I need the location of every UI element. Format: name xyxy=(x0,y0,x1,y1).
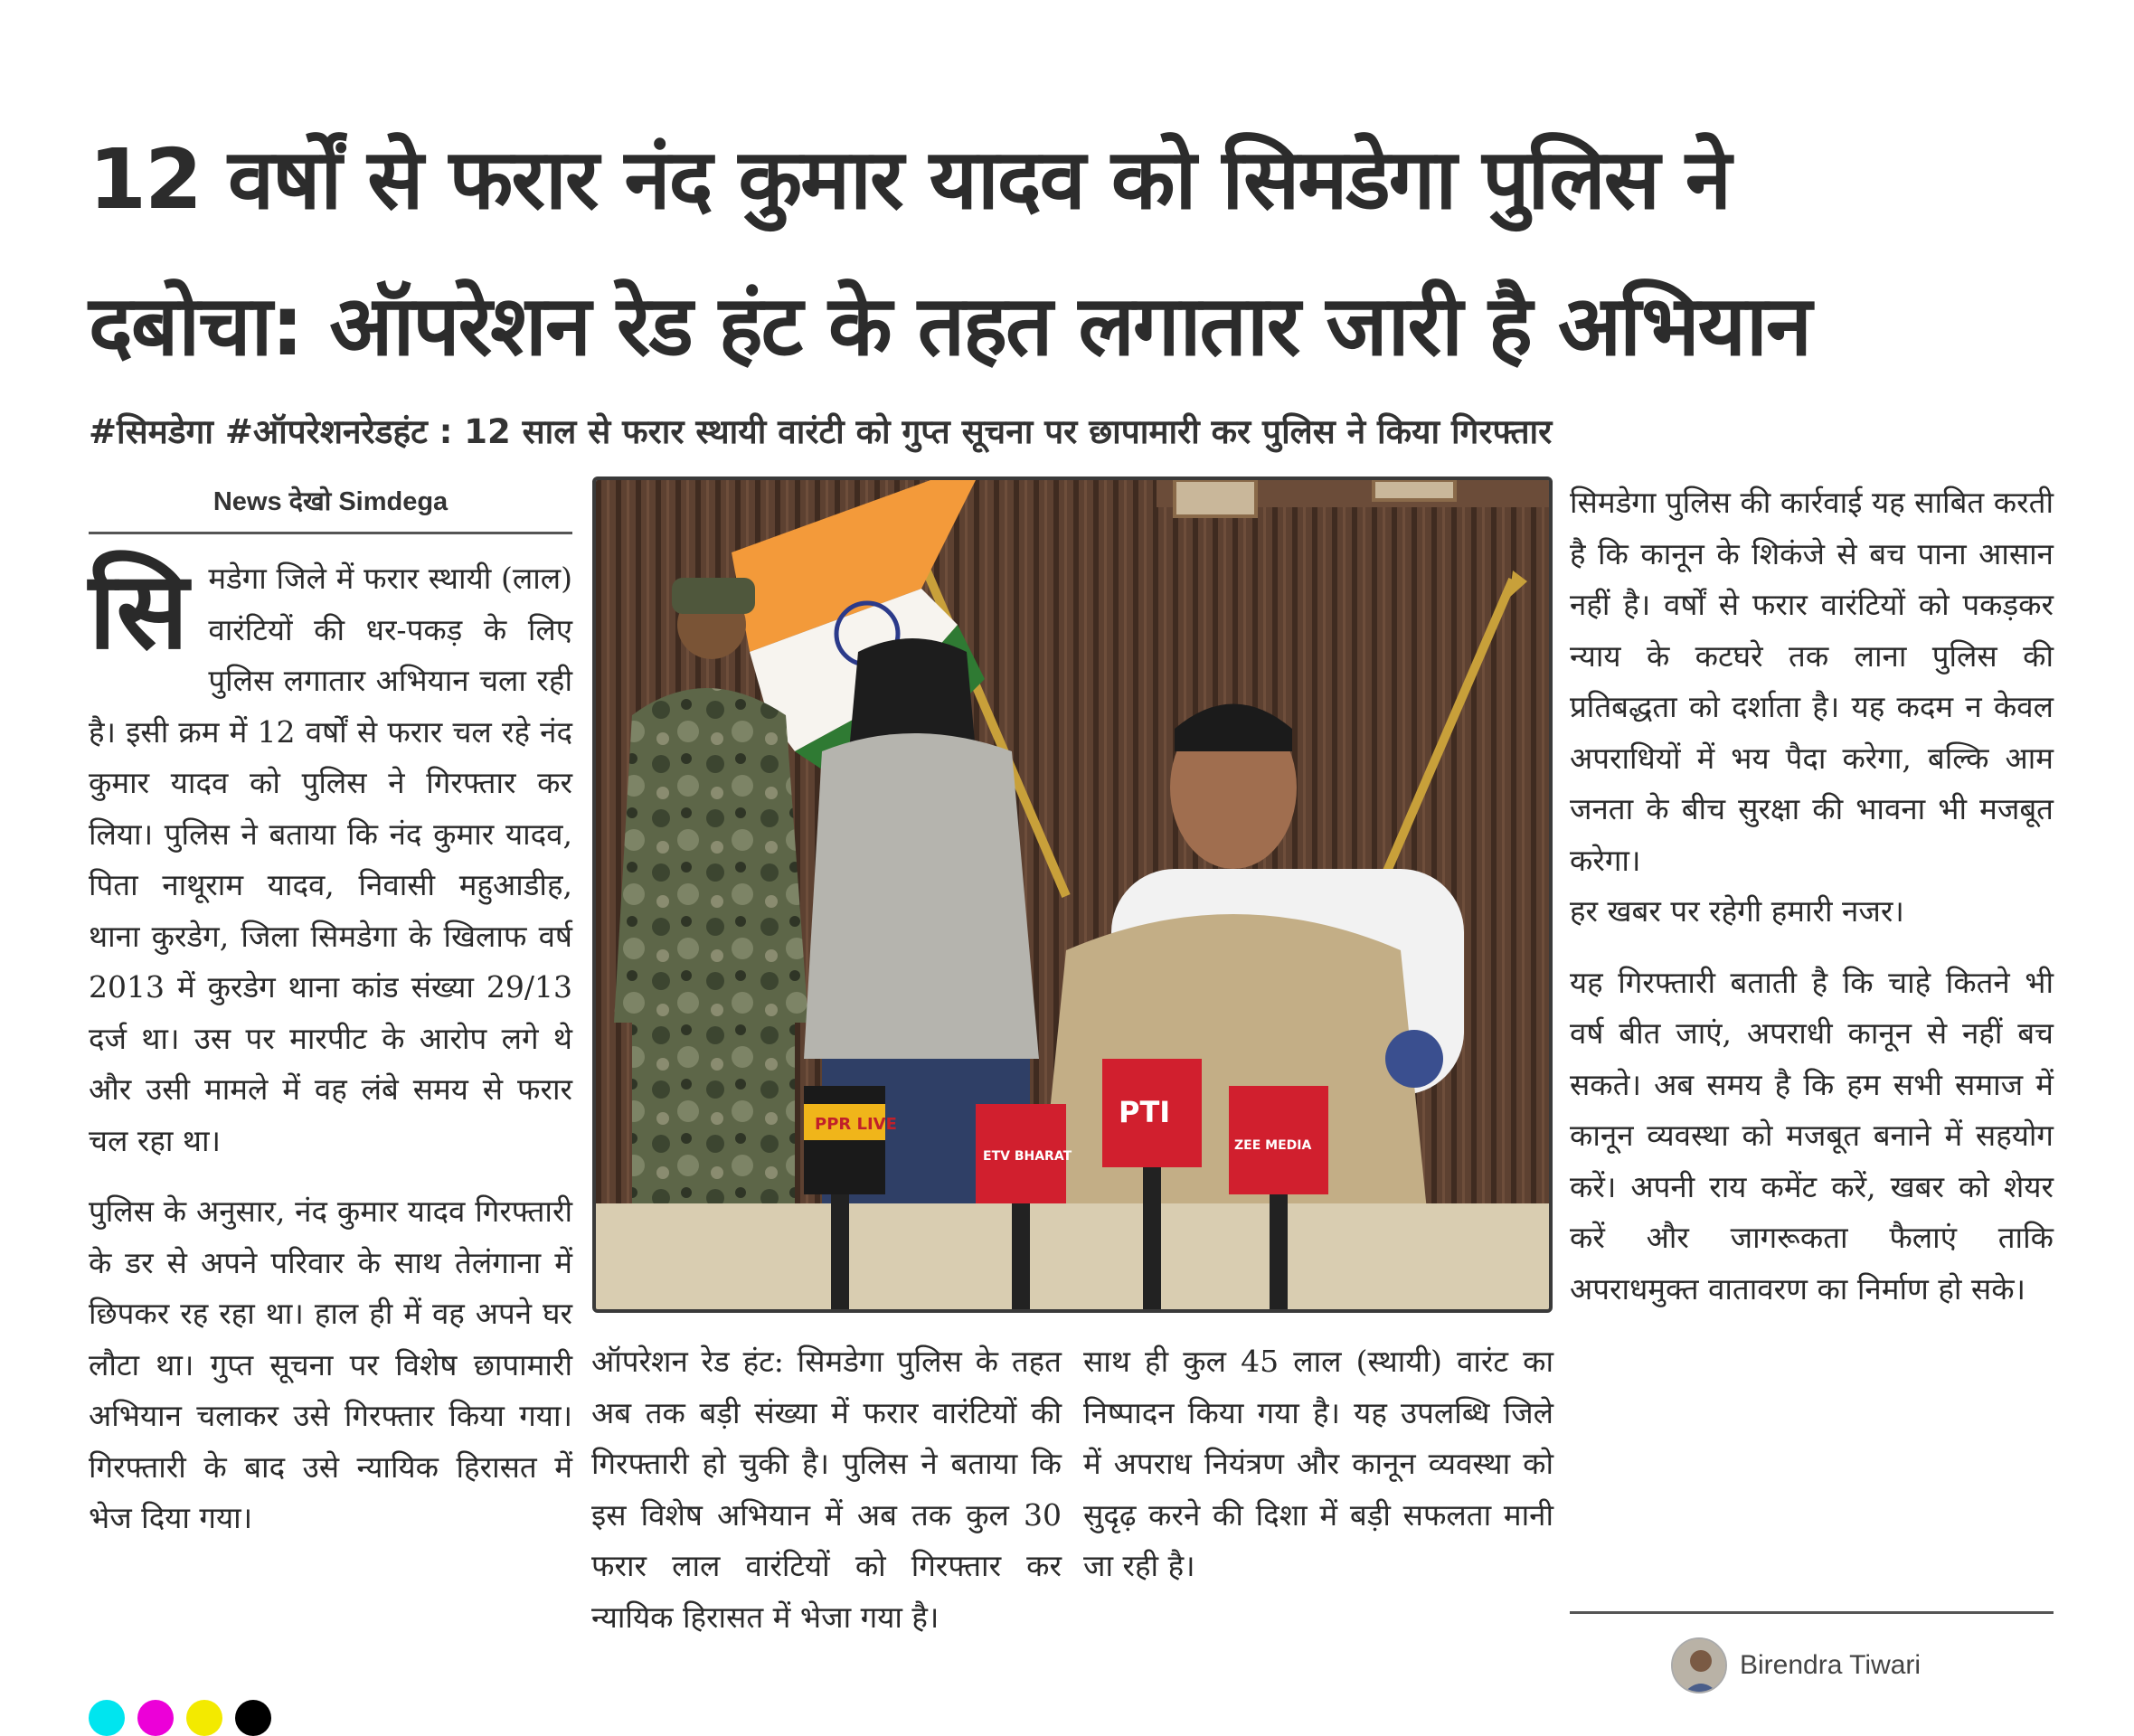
article-paragraph-6: यह गिरफ्तारी बताती है कि चाहे कितने भी वर्ष बीत जाएं, अपराधी कानून से नहीं बच सकते। अब समय है कि हम सभी समाज में कानून व्यवस्था को मजबूत बनाने में सहयोग करें। अपनी राय कमेंट करें, खबर को शेयर करें और जागरूकता फैलाएं ताकि अपराधमुक्त वातावरण का निर्माण हो सके। xyxy=(1570,964,2054,1307)
article-paragraph-1 xyxy=(89,548,572,1166)
author-credit xyxy=(1671,1637,1921,1694)
mic-label-etv: ETV BHARAT xyxy=(983,1149,1072,1164)
mic-label-pti: PTI xyxy=(1119,1095,1171,1129)
mic-label-zee: ZEE MEDIA xyxy=(1234,1138,1312,1153)
article-column-2 xyxy=(591,1336,1062,1663)
cyan-swatch xyxy=(89,1700,125,1736)
article-tagline: हर खबर पर रहेगी हमारी नजर। xyxy=(1570,893,1904,929)
drop-cap: सि xyxy=(89,548,189,673)
article-paragraph-4: साथ ही कुल 45 लाल (स्थायी) वारंट का निष्पादन किया गया है। यह उपलब्धि जिले में अपराध नियंत्रण और कानून व्यवस्था को सुदृढ़ करने की दिशा में बड़ी सफलता मानी जा रही है। xyxy=(1083,1344,1553,1583)
headline-line-2: दबोचा: ऑपरेशन रेड हंट के तहत लगातार जारी है अभियान xyxy=(89,278,1810,374)
article-column-3 xyxy=(1083,1336,1553,1612)
mic-label-ppr: PPR LIVE xyxy=(815,1115,897,1134)
article-column-4 xyxy=(1570,477,2054,1335)
article-paragraph-2: पुलिस के अनुसार, नंद कुमार यादव गिरफ्तारी के डर से अपने परिवार के साथ तेलंगाना में छिपकर रह रहा था। हाल ही में वह अपने घर लौटा था। गुप्त सूचना पर विशेष छापामारी अभियान चलाकर उसे गिरफ्तार किया गया। गिरफ्तारी के बाद उसे न्यायिक हिरासत में भेज दिया गया। xyxy=(89,1194,572,1535)
headline-line-1: 12 वर्षों से फरार नंद कुमार यादव को सिमडेगा पुलिस ने xyxy=(89,131,1730,228)
headline xyxy=(89,107,2060,400)
byline: News देखो Simdega xyxy=(89,484,572,534)
author-name: Birendra Tiwari xyxy=(1740,1650,1922,1680)
yellow-swatch xyxy=(186,1700,222,1736)
subheadline: #सिमडेगा #ऑपरेशनरेडहंट : 12 साल से फरार स्थायी वारंटी को गुप्त सूचना पर छापामारी कर पुलिस ने किया गिरफ्तार xyxy=(89,412,1553,451)
article-paragraph-5: सिमडेगा पुलिस की कार्रवाई यह साबित करती है कि कानून के शिकंजे से बच पाना आसान नहीं है। वर्षों से फरार वारंटियों को पकड़कर न्याय के कटघरे तक लाना पुलिस की प्रतिबद्धता को दर्शाता है। यह कदम न केवल अपराधियों में भय पैदा करेगा, बल्कि आम जनता के बीच सुरक्षा की भावना भी मजबूत करेगा। xyxy=(1570,485,2054,878)
article-column-1 xyxy=(89,548,572,1564)
article-paragraph-3: ऑपरेशन रेड हंट: सिमडेगा पुलिस के तहत अब तक बड़ी संख्या में फरार वारंटियों की गिरफ्तारी हो चुकी है। पुलिस ने बताया कि इस विशेष अभियान में अब तक कुल 30 फरार लाल वारंटियों को गिरफ्तार कर न्यायिक हिरासत में भेजा गया है। xyxy=(591,1344,1062,1635)
black-swatch xyxy=(235,1700,271,1736)
avatar xyxy=(1671,1637,1727,1694)
article-paragraph-1-text: मडेगा जिले में फरार स्थायी (लाल) वारंटियों की धर-पकड़ के लिए पुलिस लगातार अभियान चला रही है। इसी क्रम में 12 वर्षों से फरार चल रहे नंद कुमार यादव को पुलिस ने गिरफ्तार कर लिया। पुलिस ने बताया कि नंद कुमार यादव, पिता नाथूराम यादव, निवासी महुआडीह, थाना कुरडेग, जिला सिमडेगा के खिलाफ वर्ष 2013 में कुरडेग थाना कांड संख्या 29/13 दर्ज था। उस पर मारपीट के आरोप लगे थे और उसी मामले में वह लंबे समय से फरार चल रहा था। xyxy=(89,561,572,1158)
news-photo xyxy=(592,476,1553,1313)
print-registration-marks xyxy=(89,1700,271,1736)
magenta-swatch xyxy=(137,1700,174,1736)
author-divider xyxy=(1570,1611,2054,1614)
